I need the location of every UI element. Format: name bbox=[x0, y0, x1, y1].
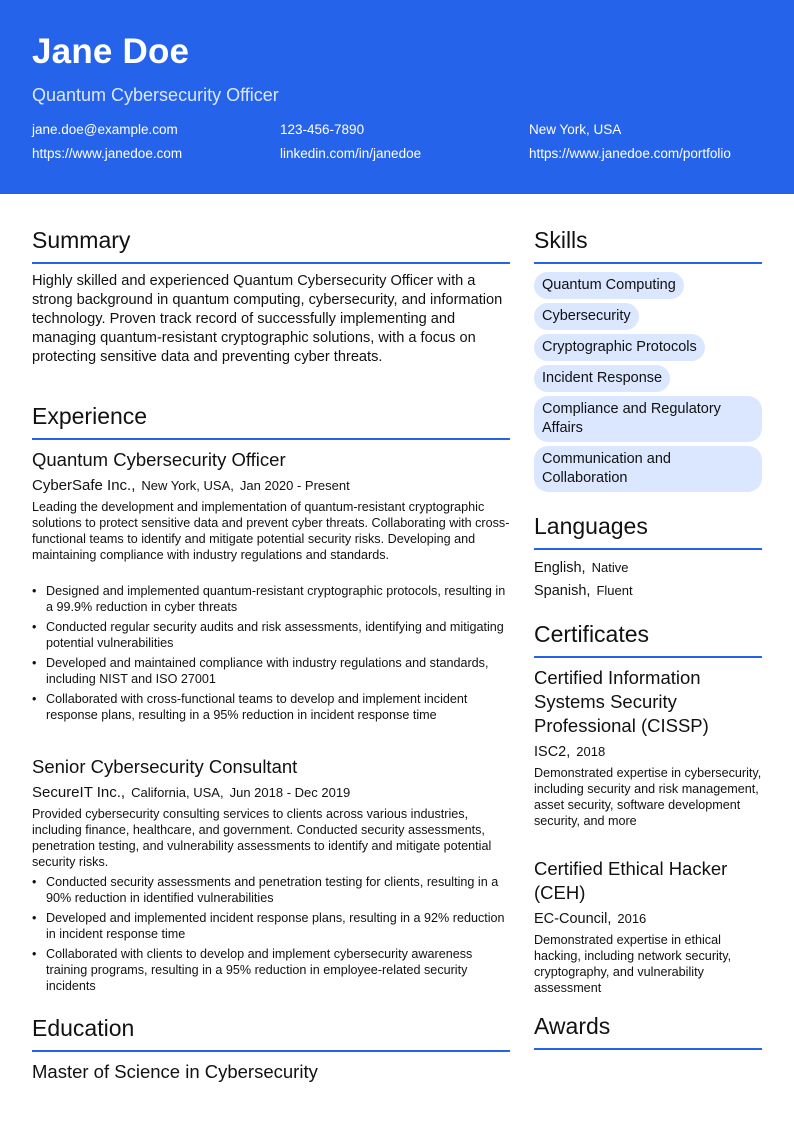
job-bullet: • Developed and implemented incident response plans, resulting in a 92% reduction in incident response time bbox=[32, 910, 510, 942]
summary-heading: Summary bbox=[32, 227, 131, 253]
job-location: California, USA, bbox=[131, 785, 224, 800]
language-name: Spanish, bbox=[534, 583, 591, 599]
candidate-name: Jane Doe bbox=[32, 32, 190, 71]
education-heading: Education bbox=[32, 1015, 135, 1041]
skill-tag: Incident Response bbox=[534, 365, 670, 392]
summary-rule bbox=[32, 262, 510, 264]
contact-email[interactable]: jane.doe@example.com bbox=[32, 122, 178, 137]
language-level: Fluent bbox=[596, 583, 633, 598]
awards-heading: Awards bbox=[534, 1013, 611, 1039]
contact-linkedin[interactable]: linkedin.com/in/janedoe bbox=[280, 146, 422, 161]
job-location: New York, USA, bbox=[141, 478, 234, 493]
job-bullet: • Designed and implemented quantum-resistant cryptographic protocols, resulting in a 99.9% reduction in cyber threats bbox=[32, 583, 510, 615]
job-meta bbox=[32, 477, 350, 495]
certificate-meta bbox=[534, 743, 605, 761]
job-bullet: • Conducted security assessments and penetration testing for clients, resulting in a 90% reduction in identified vulnerabilities bbox=[32, 874, 510, 906]
certificate-meta bbox=[534, 910, 646, 928]
contact-website[interactable]: https://www.janedoe.com bbox=[32, 146, 183, 161]
job-title: Senior Cybersecurity Consultant bbox=[32, 756, 298, 777]
job-dates: Jun 2018 - Dec 2019 bbox=[229, 785, 351, 800]
language-item bbox=[534, 582, 633, 600]
summary-text: Highly skilled and experienced Quantum Cybersecurity Officer with a strong background in quantum computing, cybersecurity, and information technology. Proven track record of successfully implementing and managing quantum-resistant cryptographic solutions, with a focus on protecting sensitive data and preventing cyber threats. bbox=[32, 273, 503, 365]
certificate-year: 2016 bbox=[617, 911, 647, 926]
certificate-year: 2018 bbox=[576, 744, 606, 759]
language-name: English, bbox=[534, 560, 586, 576]
skill-tag: Cryptographic Protocols bbox=[534, 334, 705, 361]
education-rule bbox=[32, 1050, 510, 1052]
job-title: Quantum Cybersecurity Officer bbox=[32, 449, 286, 470]
experience-rule bbox=[32, 438, 510, 440]
job-bullet: • Collaborated with cross-functional teams to develop and implement incident response plans, resulting in a 95% reduction in incident response time bbox=[32, 691, 510, 723]
certificate-issuer: EC-Council, bbox=[534, 911, 612, 927]
job-company: CyberSafe Inc., bbox=[32, 477, 136, 494]
certificate-description: Demonstrated expertise in ethical hacking, including network security, cryptography, and vulnerability assessment bbox=[534, 933, 732, 995]
header-banner bbox=[0, 0, 794, 194]
job-company: SecureIT Inc., bbox=[32, 784, 126, 801]
contact-location: New York, USA bbox=[529, 122, 622, 137]
skill-tag: Compliance and Regulatory Affairs bbox=[534, 396, 762, 442]
certificates-rule bbox=[534, 656, 762, 658]
experience-heading: Experience bbox=[32, 403, 148, 429]
skill-tag: Cybersecurity bbox=[534, 303, 639, 330]
skill-tag: Communication and Collaboration bbox=[534, 446, 762, 492]
education-degree: Master of Science in Cybersecurity bbox=[32, 1061, 318, 1082]
languages-heading: Languages bbox=[534, 513, 648, 539]
skill-tag: Quantum Computing bbox=[534, 272, 684, 299]
job-bullet: • Collaborated with clients to develop and implement cybersecurity awareness training programs, resulting in a 95% reduction in employee-related security incidents bbox=[32, 946, 510, 994]
contact-phone[interactable]: 123-456-7890 bbox=[280, 122, 365, 137]
certificate-issuer: ISC2, bbox=[534, 744, 571, 760]
awards-rule bbox=[534, 1048, 762, 1050]
certificate-description: Demonstrated expertise in cybersecurity, including security and risk management, asset security, software development security, and more bbox=[534, 766, 762, 828]
certificate-title: Certified Ethical Hacker (CEH) bbox=[534, 858, 728, 903]
language-item bbox=[534, 559, 628, 577]
skills-heading: Skills bbox=[534, 227, 588, 253]
certificates-heading: Certificates bbox=[534, 621, 650, 647]
candidate-title: Quantum Cybersecurity Officer bbox=[32, 85, 279, 105]
language-level: Native bbox=[591, 560, 629, 575]
job-bullets bbox=[32, 583, 510, 727]
job-description: Leading the development and implementation of quantum-resistant cryptographic solutions to protect sensitive data and prevent cyber threats. Collaborating with cross-functional teams to identify and mitigate potential security risks. Developing and maintaining compliance with industry regulations and standards. bbox=[32, 500, 510, 562]
job-dates: Jan 2020 - Present bbox=[239, 478, 350, 493]
job-bullets bbox=[32, 874, 510, 998]
certificate-title: Certified Information Systems Security Professional (CISSP) bbox=[534, 667, 709, 736]
languages-rule bbox=[534, 548, 762, 550]
job-description: Provided cybersecurity consulting services to clients across various industries, including finance, healthcare, and government. Conducted security assessments, penetration testing, and vulnerability assessments to identify and mitigate potential security risks. bbox=[32, 807, 492, 869]
skills-rule bbox=[534, 262, 762, 264]
job-meta bbox=[32, 784, 350, 802]
contact-portfolio[interactable]: https://www.janedoe.com/portfolio bbox=[529, 146, 731, 161]
job-bullet: • Conducted regular security audits and risk assessments, identifying and mitigating potential vulnerabilities bbox=[32, 619, 510, 651]
job-bullet: • Developed and maintained compliance with industry regulations and standards, including NIST and ISO 27001 bbox=[32, 655, 510, 687]
